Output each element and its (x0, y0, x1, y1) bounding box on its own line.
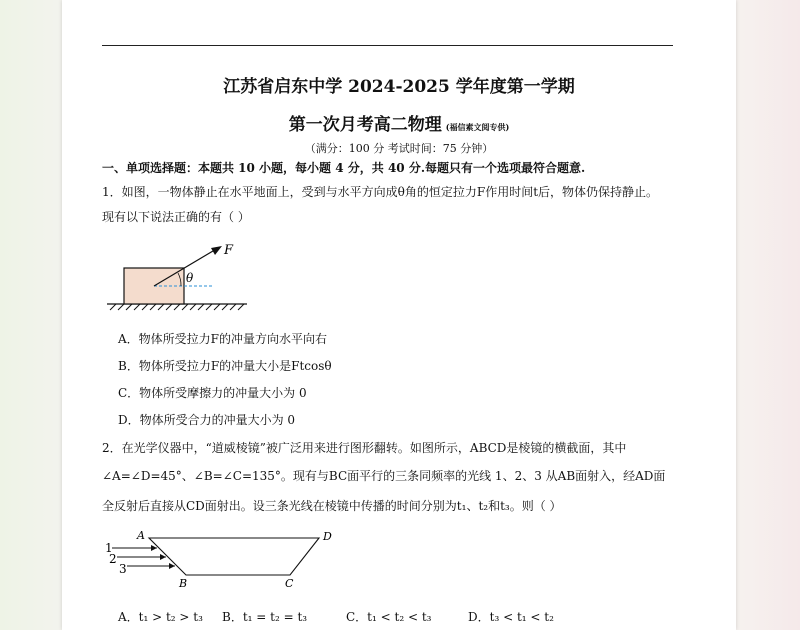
ray1-label: 1 (105, 541, 113, 555)
q2-stem-line2: ∠A=∠D=45°、∠B=∠C=135°。现有与BC面平行的三条同频率的光线 1、2、3 从AB面射入，经AD面 (102, 469, 666, 483)
vertex-b-label: B (179, 577, 188, 590)
exam-title: 江苏省启东中学 2024-2025 学年度第一学期 (223, 77, 575, 97)
ray2-arrow-icon (160, 554, 166, 560)
vertex-c-label: C (285, 577, 294, 590)
document-page (62, 0, 736, 630)
ray2-label: 2 (109, 552, 117, 566)
ray3-label: 3 (119, 562, 127, 576)
q2-stem-line3: 全反射后直接从CD面射出。设三条光线在棱镜中传播的时间分别为t₁、t₂和t₃。则（ ） (102, 499, 562, 513)
q1-option-d: D．物体所受合力的冲量大小为 0 (118, 413, 296, 427)
q2-option-a: A．t₁ > t₂ > t₃ (118, 610, 203, 624)
exam-note: (福信素文阅专供) (445, 122, 510, 132)
angle-label: θ (186, 271, 194, 285)
ray3-arrow-icon (169, 563, 175, 569)
arrowhead-icon (211, 246, 222, 255)
vertex-a-label: A (137, 529, 145, 542)
exam-info: （满分：100 分 考试时间：75 分钟） (304, 142, 494, 155)
q1-figure (102, 238, 262, 318)
q1-option-b: B．物体所受拉力F的冲量大小是Ftcosθ (118, 359, 332, 373)
vertex-d-label: D (323, 530, 332, 543)
ray1-arrow-icon (151, 545, 157, 551)
section-heading: 一、单项选择题：本题共 10 小题，每小题 4 分，共 40 分.每题只有一个选项最符合题意. (102, 161, 586, 175)
q2-prism-figure (97, 525, 347, 595)
force-label: F (224, 243, 234, 258)
q1-stem-line1: 1．如图，一物体静止在水平地面上，受到与水平方向成θ角的恒定拉力F作用时间t后，物体仍保持静止。 (102, 185, 659, 199)
exam-subject: 第一次月考高二物理 (288, 115, 442, 135)
q1-stem-line2: 现有以下说法正确的有（ ） (102, 210, 250, 224)
q2-option-d: D．t₃ < t₁ < t₂ (468, 610, 554, 624)
q1-option-c: C．物体所受摩擦力的冲量大小为 0 (118, 386, 307, 400)
exam-subtitle (62, 110, 736, 135)
q1-option-a: A．物体所受拉力F的冲量方向水平向右 (118, 332, 327, 346)
header-rule (102, 45, 673, 46)
prism-abcd (149, 538, 319, 575)
q2-stem-line1: 2．在光学仪器中，“道威棱镜”被广泛用来进行图形翻转。如图所示，ABCD是棱镜的横截面，其中 (102, 441, 627, 455)
q2-option-b: B．t₁ = t₂ = t₃ (222, 610, 308, 624)
q2-option-c: C．t₁ < t₂ < t₃ (346, 610, 432, 624)
ground-hatch (107, 304, 247, 310)
